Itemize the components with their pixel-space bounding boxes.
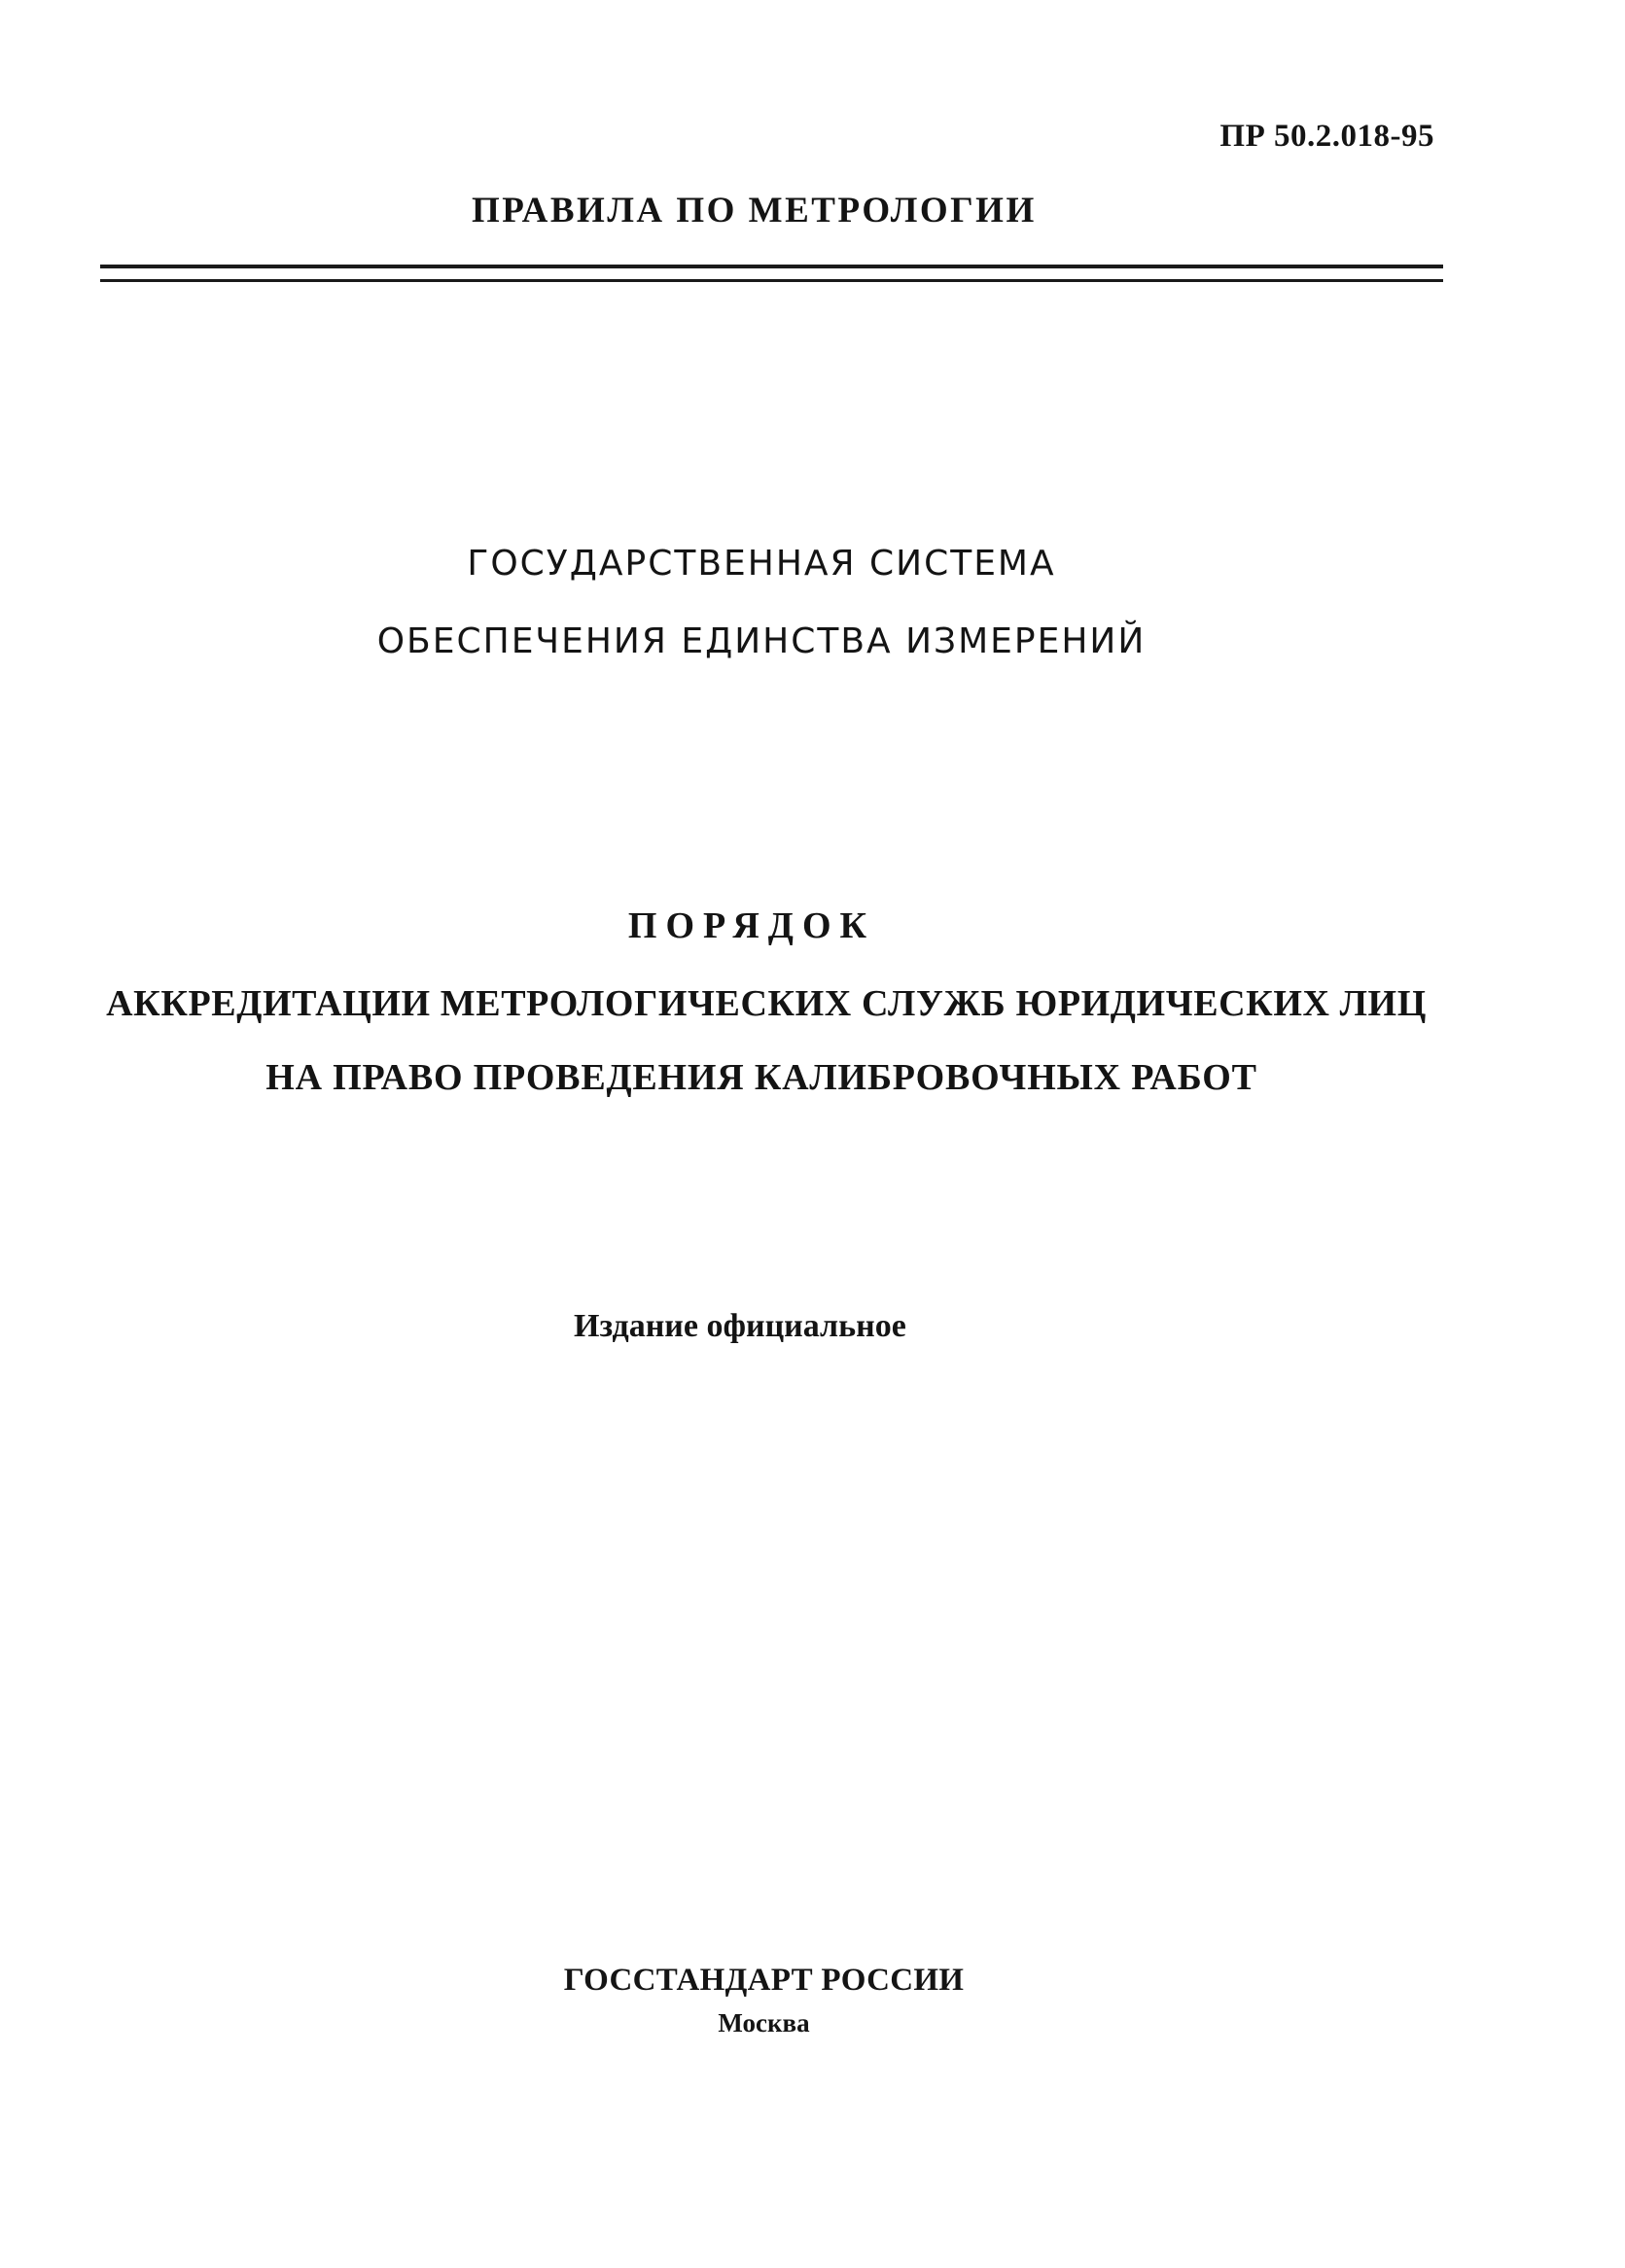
header-rule-bottom xyxy=(100,279,1443,282)
document-title-line-1: АККРЕДИТАЦИИ МЕТРОЛОГИЧЕСКИХ СЛУЖБ ЮРИДИЧЕСКИХ ЛИЦ xyxy=(106,983,1427,1024)
edition-note: Издание официальное xyxy=(574,1308,906,1344)
document-title-line-2: НА ПРАВО ПРОВЕДЕНИЯ КАЛИБРОВОЧНЫХ РАБОТ xyxy=(265,1057,1257,1098)
publisher-organization: ГОССТАНДАРТ РОССИИ xyxy=(563,1963,965,1998)
system-title-line-1: ГОСУДАРСТВЕННАЯ СИСТЕМА xyxy=(467,544,1056,584)
series-title: ПРАВИЛА ПО МЕТРОЛОГИИ xyxy=(472,191,1037,230)
publisher-block xyxy=(0,1963,1625,2038)
publisher-city: Москва xyxy=(718,2008,810,2038)
document-heading: ПОРЯДОК xyxy=(627,905,876,946)
document-code: ПР 50.2.018-95 xyxy=(1219,119,1434,154)
header-rule-top xyxy=(100,265,1443,268)
system-title xyxy=(0,525,1625,681)
system-title-line-2: ОБЕСПЕЧЕНИЯ ЕДИНСТВА ИЗМЕРЕНИЙ xyxy=(376,621,1147,661)
